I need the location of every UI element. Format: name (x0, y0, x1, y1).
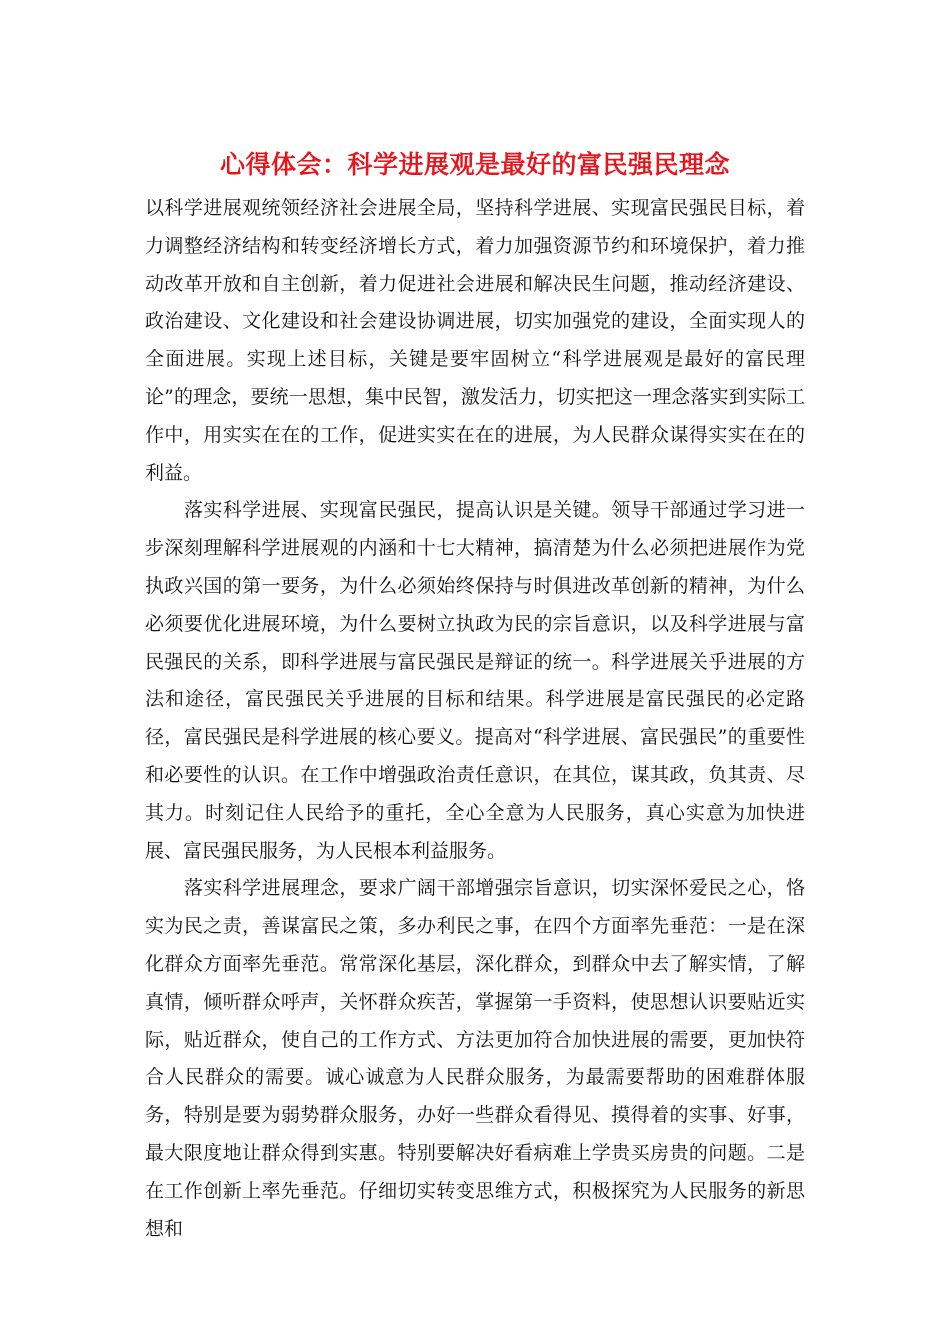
paragraph-1: 以科学进展观统领经济社会进展全局，坚持科学进展、实现富民强民目标，着力调整经济结构和转变经济增长方式，着力加强资源节约和环境保护，着力推动改革开放和自主创新，着力促进社会进展和解决民生问题，推动经济建设、政治建设、文化建设和社会建设协调进展，切实加强党的建设，全面实现人的全面进展。实现上述目标，关键是要牢固树立“科学进展观是最好的富民理论”的理念，要统一思想，集中民智，激发活力，切实把这一理念落实到实际工作中，用实实在在的工作，促进实实在在的进展，为人民群众谋得实实在在的利益。 (145, 197, 805, 484)
paragraph-2: 落实科学进展、实现富民强民，提高认识是关键。领导干部通过学习进一步深刻理解科学进展观的内涵和十七大精神，搞清楚为什么必须把进展作为党执政兴国的第一要务，为什么必须始终保持与时俱进改革创新的精神，为什么必须要优化进展环境，为什么要树立执政为民的宗旨意识，以及科学进展与富民强民的关系，即科学进展与富民强民是辩证的统一。科学进展关乎进展的方法和途径，富民强民关乎进展的目标和结果。科学进展是富民强民的必定路径，富民强民是科学进展的核心要义。提高对“科学进展、富民强民”的重要性和必要性的认识。在工作中增强政治责任意识，在其位，谋其政，负其责、尽其力。时刻记住人民给予的重托，全心全意为人民服务，真心实意为加快进展、富民强民服务，为人民根本利益服务。 (145, 499, 805, 862)
paragraph-3: 落实科学进展理念，要求广阔干部增强宗旨意识，切实深怀爱民之心，恪实为民之责，善谋富民之策，多办利民之事，在四个方面率先垂范：一是在深化群众方面率先垂范。常常深化基层，深化群众，到群众中去了解实情，了解真情，倾听群众呼声，关怀群众疾苦，掌握第一手资料，使思想认识要贴近实际，贴近群众，使自己的工作方式、方法更加符合加快进展的需要，更加快符合人民群众的需要。诚心诚意为人民群众服务，为最需要帮助的困难群体服务，特别是要为弱势群众服务，办好一些群众看得见、摸得着的实事、好事，最大限度地让群众得到实惠。特别要解决好看病难上学贵买房贵的问题。二是在工作创新上率先垂范。仔细切实转变思维方式，积极探究为人民服务的新思想和 (145, 877, 805, 1240)
document-title: 心得体会：科学进展观是最好的富民强民理念 (219, 150, 730, 179)
document-body (145, 190, 805, 1248)
